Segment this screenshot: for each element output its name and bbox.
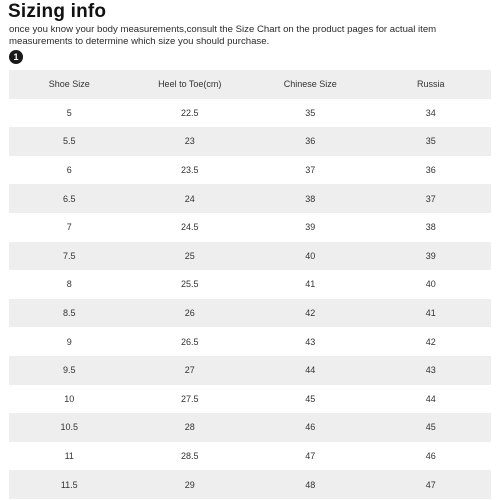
cell-shoe-size: 9.5 <box>62 365 76 376</box>
table-row <box>9 242 491 271</box>
size-chart-body <box>9 99 491 499</box>
cell-russia-size: 35 <box>425 136 436 147</box>
cell-heel-to-toe: 23 <box>184 136 195 147</box>
cell-chinese-size: 40 <box>305 250 316 261</box>
table-row <box>9 99 491 128</box>
table-row <box>9 327 491 356</box>
cell-shoe-size: 6.5 <box>62 193 76 204</box>
cell-chinese-size: 42 <box>305 308 316 319</box>
cell-shoe-size: 10 <box>64 393 75 404</box>
cell-chinese-size: 43 <box>305 336 316 347</box>
cell-heel-to-toe: 28 <box>184 422 195 433</box>
cell-shoe-size: 11.5 <box>60 479 78 490</box>
cell-shoe-size: 5.5 <box>62 136 76 147</box>
cell-shoe-size: 6 <box>66 165 72 176</box>
cell-russia-size: 42 <box>425 336 436 347</box>
column-header-shoe-size: Shoe Size <box>48 79 90 90</box>
cell-russia-size: 37 <box>425 193 436 204</box>
cell-russia-size: 38 <box>425 222 436 233</box>
cell-heel-to-toe: 25.5 <box>180 279 199 290</box>
table-header-row <box>9 70 491 99</box>
table-row <box>9 299 491 328</box>
cell-heel-to-toe: 23.5 <box>180 165 199 176</box>
column-header-heel-to-toe: Heel to Toe(cm) <box>158 79 222 90</box>
cell-russia-size: 47 <box>425 479 436 490</box>
table-row <box>9 213 491 242</box>
cell-russia-size: 43 <box>425 365 436 376</box>
cell-chinese-size: 46 <box>305 422 316 433</box>
cell-shoe-size: 10.5 <box>60 422 79 433</box>
cell-heel-to-toe: 26.5 <box>180 336 199 347</box>
cell-russia-size: 44 <box>425 393 436 404</box>
cell-shoe-size: 11 <box>64 451 74 462</box>
cell-russia-size: 46 <box>425 451 436 462</box>
cell-heel-to-toe: 24.5 <box>180 222 199 233</box>
cell-russia-size: 40 <box>425 279 436 290</box>
cell-russia-size: 45 <box>425 422 436 433</box>
cell-heel-to-toe: 22.5 <box>180 107 199 118</box>
cell-chinese-size: 37 <box>305 165 316 176</box>
cell-shoe-size: 5 <box>66 107 72 118</box>
table-row <box>9 385 491 414</box>
table-row <box>9 270 491 299</box>
cell-russia-size: 39 <box>425 250 436 261</box>
size-chart-table <box>9 70 491 499</box>
cell-heel-to-toe: 27 <box>184 365 195 376</box>
cell-heel-to-toe: 24 <box>184 193 195 204</box>
cell-shoe-size: 8 <box>66 279 72 290</box>
sizing-description: once you know your body measurements,consult the Size Chart on the product pages for actual item measurements to determine which size you should purchase. <box>9 24 437 47</box>
cell-heel-to-toe: 25 <box>184 250 195 261</box>
cell-shoe-size: 8.5 <box>62 308 76 319</box>
table-row <box>9 127 491 156</box>
cell-chinese-size: 47 <box>305 451 316 462</box>
cell-chinese-size: 41 <box>305 279 316 290</box>
step-number-badge: 1 <box>9 50 23 64</box>
table-row <box>9 442 491 471</box>
cell-russia-size: 41 <box>425 308 436 319</box>
cell-chinese-size: 36 <box>305 136 316 147</box>
cell-chinese-size: 39 <box>305 222 316 233</box>
table-row <box>9 156 491 185</box>
cell-russia-size: 36 <box>425 165 436 176</box>
cell-heel-to-toe: 27.5 <box>180 393 199 404</box>
cell-shoe-size: 7 <box>66 222 72 233</box>
page-title: Sizing info <box>8 1 107 22</box>
cell-chinese-size: 45 <box>305 393 316 404</box>
cell-chinese-size: 48 <box>305 479 316 490</box>
cell-chinese-size: 44 <box>305 365 316 376</box>
cell-heel-to-toe: 26 <box>184 308 195 319</box>
column-header-chinese-size: Chinese Size <box>283 79 337 90</box>
column-header-russia: Russia <box>416 79 445 90</box>
table-row <box>9 184 491 213</box>
cell-heel-to-toe: 28.5 <box>180 451 199 462</box>
table-row <box>9 356 491 385</box>
cell-chinese-size: 35 <box>305 107 316 118</box>
table-row <box>9 413 491 442</box>
table-row <box>9 470 491 499</box>
cell-heel-to-toe: 29 <box>184 479 195 490</box>
cell-russia-size: 34 <box>425 107 436 118</box>
cell-shoe-size: 9 <box>66 336 72 347</box>
cell-chinese-size: 38 <box>305 193 316 204</box>
cell-shoe-size: 7.5 <box>62 250 76 261</box>
